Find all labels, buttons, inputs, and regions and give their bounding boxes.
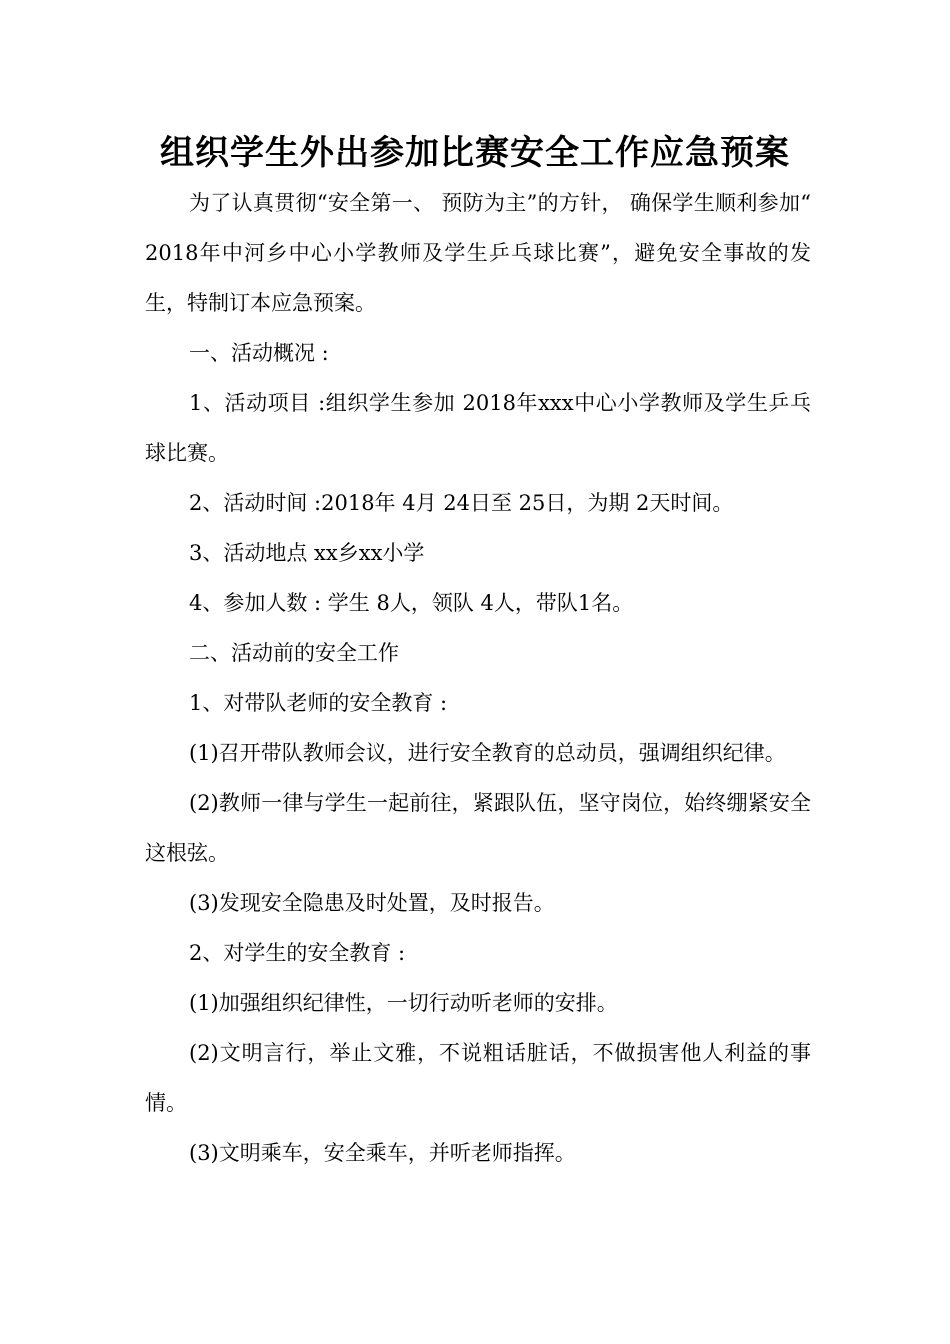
subheading-teacher-education: 1、对带队老师的安全教育 : <box>189 691 448 715</box>
paragraph-activity-project: 1、活动项目 :组织学生参加 2018年xxx中心小学教师及学生乒乓球比赛。 <box>145 391 811 465</box>
list-item-student-1: (1)加强组织纪律性，一切行动听老师的安排。 <box>189 991 618 1015</box>
list-item-teacher-3: (3)发现安全隐患及时处置，及时报告。 <box>189 891 555 915</box>
document-body <box>145 178 811 1178</box>
paragraph-participants: 4、参加人数 : 学生 8人，领队 4人，带队1名。 <box>189 591 634 615</box>
section-heading-overview: 一、活动概况 : <box>189 341 329 365</box>
section-heading-pre-activity-safety: 二、活动前的安全工作 <box>189 641 399 665</box>
list-item-student-3: (3)文明乘车，安全乘车，并听老师指挥。 <box>189 1141 576 1165</box>
paragraph-intro: 为了认真贯彻“安全第一、 预防为主”的方针， 确保学生顺利参加“ 2018年中河乡中心小学教师及学生乒乓球比赛”，避免安全事故的发生，特制订本应急预案。 <box>145 191 811 315</box>
document-title: 组织学生外出参加比赛安全工作应急预案 <box>160 133 790 173</box>
list-item-student-2: (2)文明言行，举止文雅，不说粗话脏话，不做损害他人利益的事情。 <box>145 1041 811 1115</box>
subheading-student-education: 2、对学生的安全教育 : <box>189 941 406 965</box>
list-item-teacher-1: (1)召开带队教师会议，进行安全教育的总动员，强调组织纪律。 <box>189 741 786 765</box>
list-item-teacher-2: (2)教师一律与学生一起前往，紧跟队伍，坚守岗位，始终绷紧安全这根弦。 <box>145 791 811 865</box>
paragraph-activity-time: 2、活动时间 :2018年 4月 24日至 25日，为期 2天时间。 <box>189 491 734 515</box>
paragraph-activity-location: 3、活动地点 xx乡xx小学 <box>189 541 425 565</box>
